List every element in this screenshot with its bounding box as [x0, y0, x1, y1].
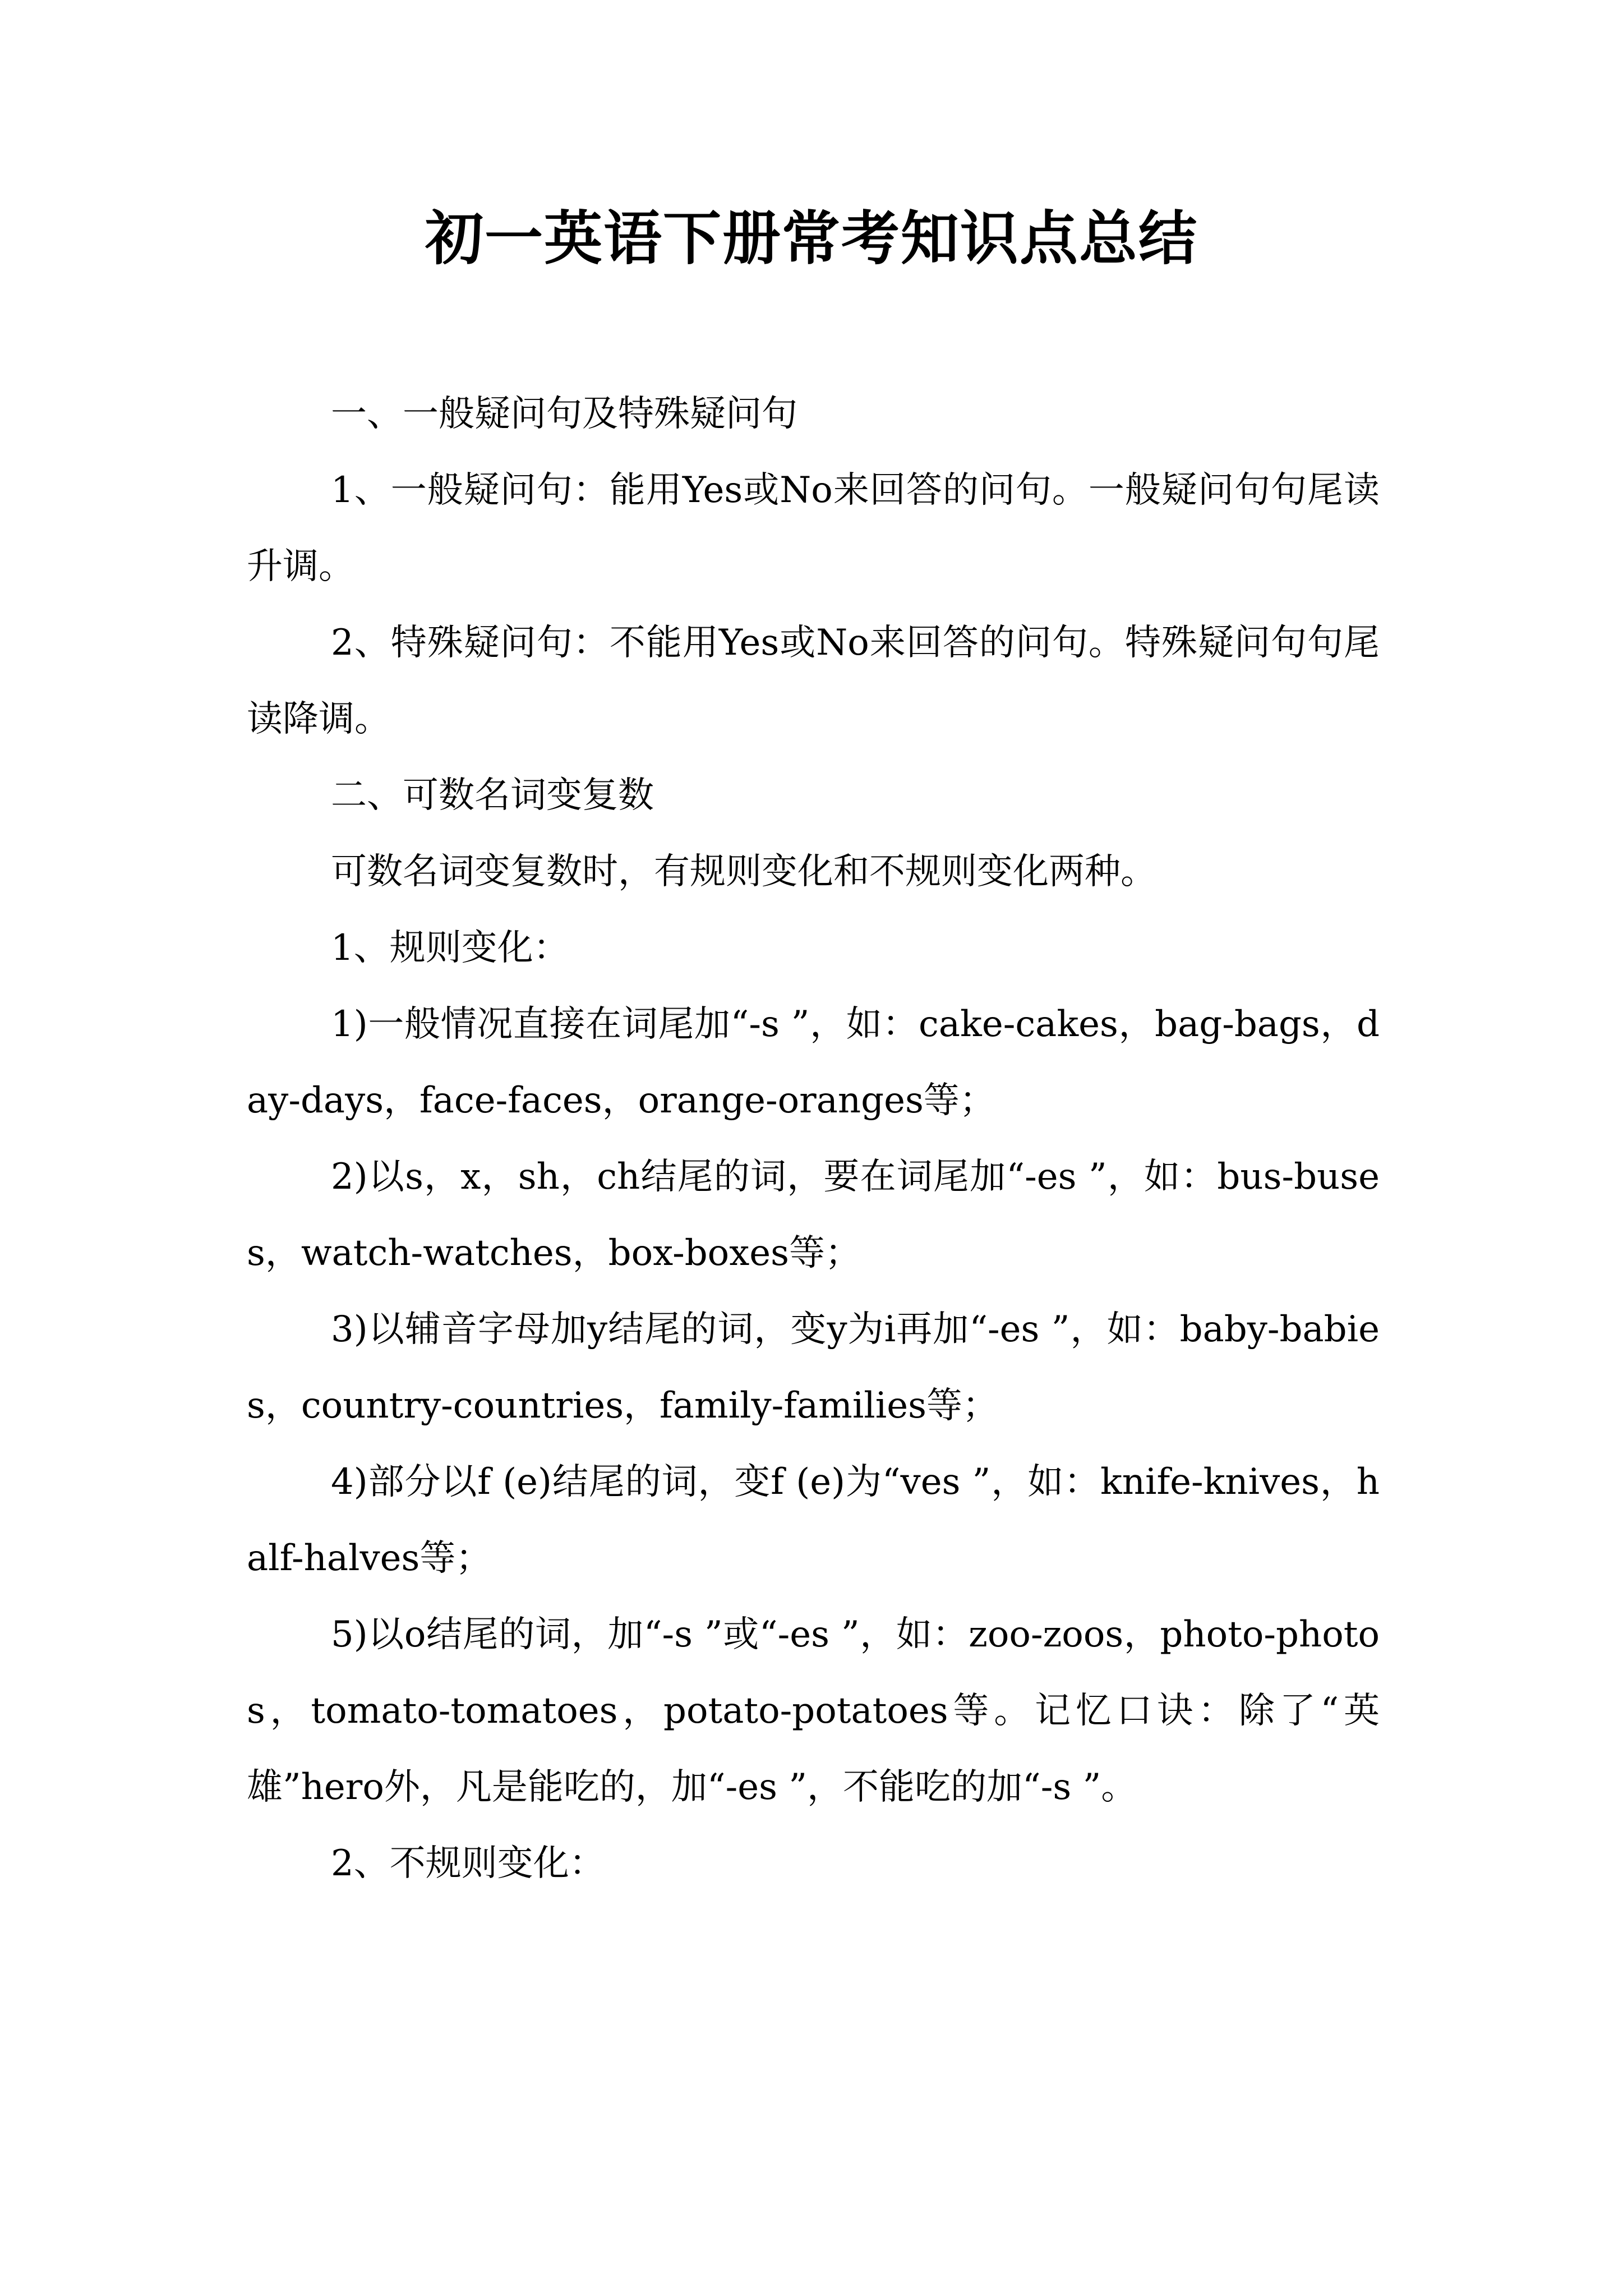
- subheading-irregular-changes: 2、不规则变化：: [331, 1843, 605, 1884]
- section-heading-questions: 一、一般疑问句及特殊疑问句: [331, 393, 797, 435]
- rule-item-5: 5)以o结尾的词，加“-s ”或“-es ”，如：zoo-zoos，photo-photos，tomato-tomatoes，potato-potatoes等。记忆口诀：除了“英雄”hero外，凡是能吃的，加“-es ”，不能吃的加“-s ”。: [247, 1614, 1380, 1808]
- document-title: 初一英语下册常考知识点总结: [425, 204, 1198, 273]
- rule-item-4: 4)部分以f (e)结尾的词，变f (e)为“ves ”，如：knife-knives，half-halves等；: [247, 1461, 1380, 1579]
- document-body: [247, 376, 1380, 1902]
- rule-item-3: 3)以辅音字母加y结尾的词，变y为i再加“-es ”，如：baby-babies，country-countries，family-families等；: [247, 1309, 1380, 1427]
- paragraph-special-question: 2、特殊疑问句：不能用Yes或No来回答的问句。特殊疑问句句尾读降调。: [247, 622, 1380, 740]
- rule-item-2: 2)以s，x，sh，ch结尾的词，要在词尾加“-es ”，如：bus-buses，watch-watches，box-boxes等；: [247, 1156, 1380, 1274]
- subheading-regular-changes: 1、规则变化：: [331, 927, 569, 969]
- rule-item-1: 1)一般情况直接在词尾加“-s ”，如：cake-cakes，bag-bags，day-days，face-faces，orange-oranges等；: [247, 1004, 1380, 1121]
- paragraph-plural-intro: 可数名词变复数时，有规则变化和不规则变化两种。: [331, 851, 1156, 892]
- section-heading-plurals: 二、可数名词变复数: [331, 775, 654, 816]
- paragraph-general-question: 1、一般疑问句：能用Yes或No来回答的问句。一般疑问句句尾读升调。: [247, 470, 1380, 587]
